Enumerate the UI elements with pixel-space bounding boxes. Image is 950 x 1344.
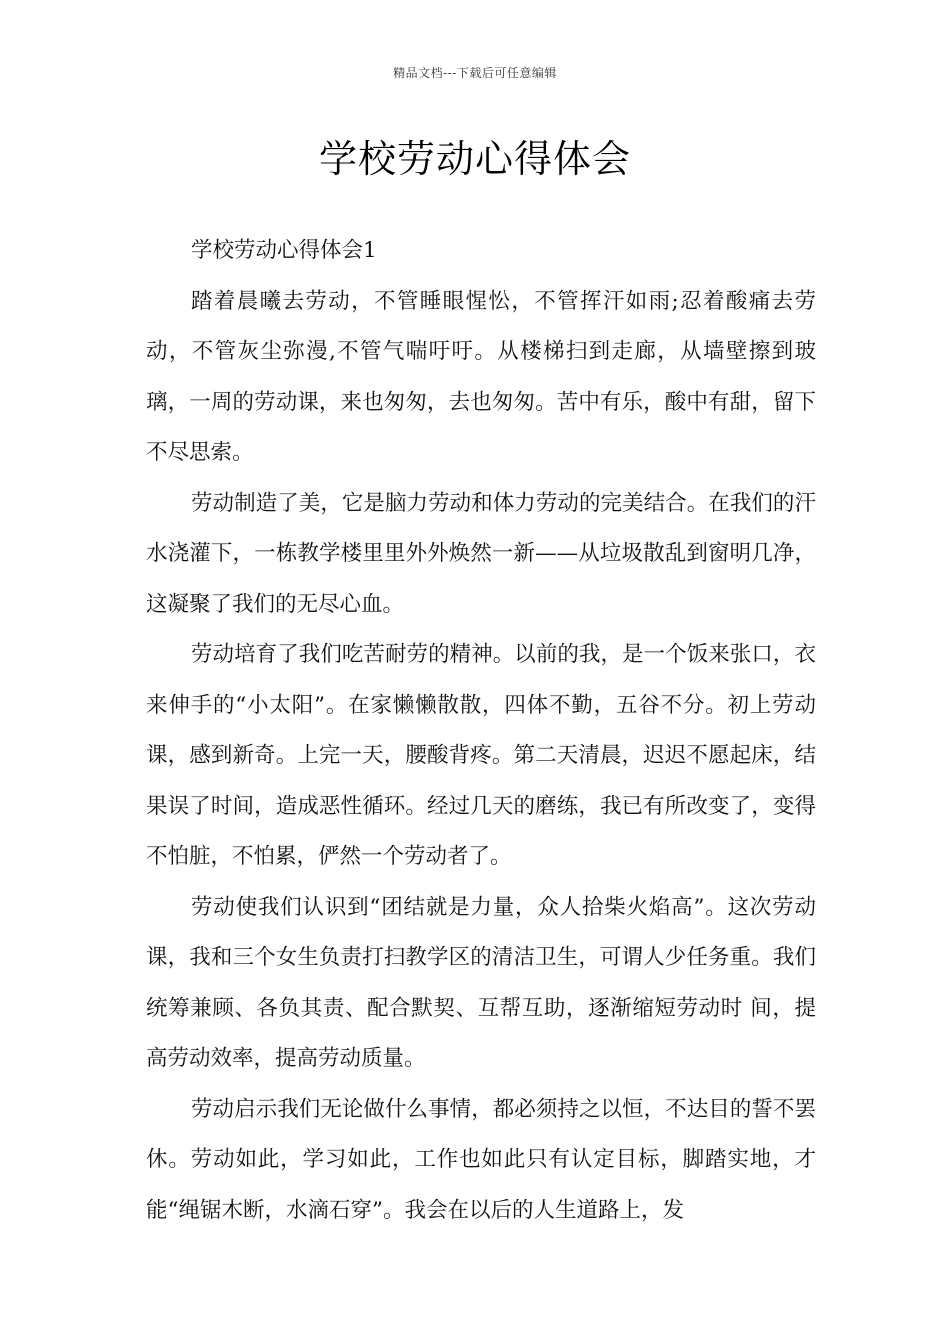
paragraph: 劳动培育了我们吃苦耐劳的精神。以前的我，是一个饭来张口，衣来伸手的“小太阳”。在家懒懒散散，四体不勤，五谷不分。初上劳动课，感到新奇。上完一天，腰酸背疼。第二天清晨，迟迟不愿起床，结果误了时间，造成恶性循环。经过几天的磨练，我已有所改变了，变得不怕脏，不怕累，俨然一个劳动者了。 xyxy=(146,642,816,869)
header-note: 精品文档---下载后可任意编辑 xyxy=(393,66,557,80)
section-heading: 学校劳动心得体会1 xyxy=(191,238,377,263)
paragraph: 踏着晨曦去劳动，不管睡眼惺忪，不管挥汗如雨;忍着酸痛去劳动，不管灰尘弥漫,不管气喘吁吁。从楼梯扫到走廊，从墙壁擦到玻璃，一周的劳动课，来也匆匆，去也匆匆。苦中有乐，酸中有甜，留下不尽思索。 xyxy=(146,288,816,465)
paragraph: 劳动启示我们无论做什么事情，都必须持之以恒，不达目的誓不罢休。劳动如此，学习如此，工作也如此只有认定目标，脚踏实地，才能“绳锯木断，水滴石穿”。我会在以后的人生道路上，发 xyxy=(146,1096,816,1223)
document-title: 学校劳动心得体会 xyxy=(318,137,631,181)
paragraph: 劳动使我们认识到“团结就是力量，众人拾柴火焰高”。这次劳动课，我和三个女生负责打扫教学区的清洁卫生，可谓人少任务重。我们统筹兼顾、各负其责、配合默契、互帮互助，逐渐缩短劳动时 间，提高劳动效率，提高劳动质量。 xyxy=(146,894,816,1071)
paragraph: 劳动制造了美，它是脑力劳动和体力劳动的完美结合。在我们的汗水浇灌下，一栋教学楼里里外外焕然一新——从垃圾散乱到窗明几净，这凝聚了我们的无尽心血。 xyxy=(146,490,816,617)
document-body xyxy=(146,226,816,1236)
